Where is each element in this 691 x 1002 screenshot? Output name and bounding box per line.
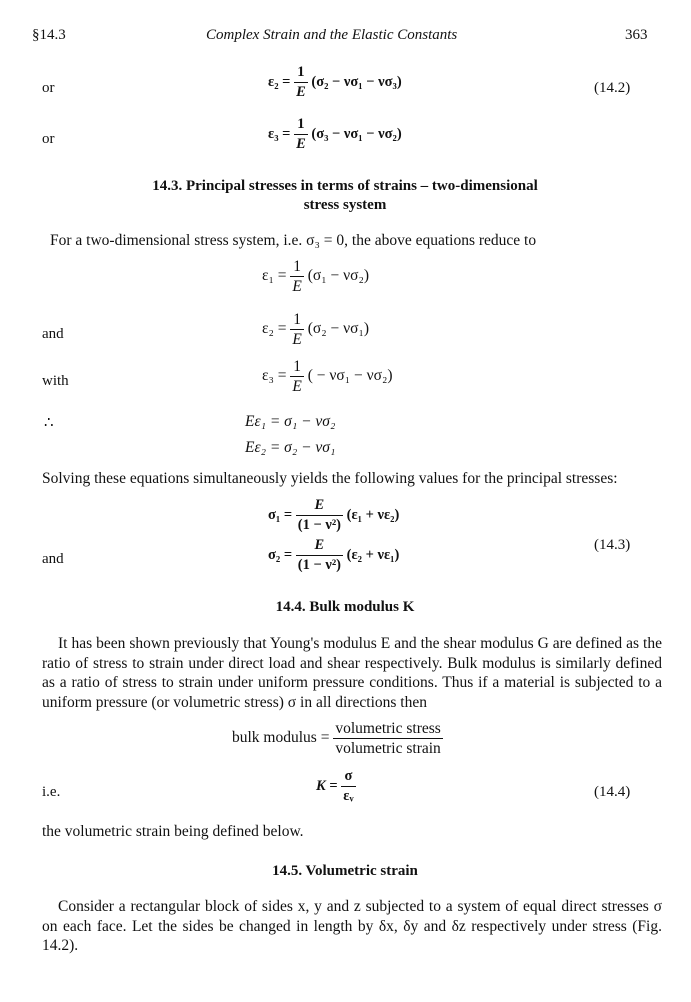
fraction — [294, 116, 308, 153]
eq-rhs: (ε₁ + νε₂) — [346, 506, 400, 523]
eq-lhs: bulk modulus = — [232, 729, 330, 747]
section-heading-14-3: 14.3. Principal stresses in terms of strains – two-dimensional stress system — [152, 178, 538, 213]
fraction-denominator: E — [296, 84, 306, 100]
label-and: and — [42, 326, 64, 342]
equation-epsilon1 — [262, 258, 369, 295]
equation-epsilon2-full — [268, 64, 402, 101]
fraction-numerator: volumetric stress — [335, 720, 441, 737]
eq-rhs: (σ₃ − νσ₁ − νσ₂) — [311, 125, 402, 142]
equation-K — [316, 768, 356, 805]
label-with: with — [42, 373, 69, 389]
fraction — [341, 768, 356, 805]
fraction — [294, 64, 308, 101]
fraction-denominator: volumetric strain — [335, 740, 441, 757]
fraction-numerator: 1 — [290, 358, 303, 377]
fraction — [290, 358, 303, 395]
fraction-numerator: E — [296, 537, 343, 556]
fraction — [296, 497, 343, 534]
equation-E-epsilon1: Eε₁ = σ₁ − νσ₂ — [245, 413, 336, 430]
equation-number-14-2: (14.2) — [594, 80, 631, 96]
eq-lhs: K = — [316, 777, 338, 794]
fraction-denominator: E — [292, 278, 302, 295]
eq-rhs: (σ₂ − νσ₁ − νσ₃) — [311, 73, 402, 90]
eq-rhs: ( − νσ₁ − νσ₂) — [307, 367, 393, 385]
fraction-numerator: σ — [341, 768, 356, 787]
volumetric-strain-note: the volumetric strain being defined below. — [42, 823, 304, 840]
fraction-numerator: 1 — [294, 64, 308, 83]
eq-rhs: (σ₂ − νσ₁) — [307, 320, 370, 338]
fraction-numerator: E — [296, 497, 343, 516]
fraction-denominator: (1 − ν²) — [297, 557, 341, 573]
fraction-denominator: εᵥ — [343, 788, 354, 804]
volumetric-strain-paragraph: Consider a rectangular block of sides x, y and z subjected to a system of equal direct stresses σ on each face. Let the sides be changed in length by δx, δy and δz respectively under stress (Fig. 14.2). — [42, 898, 662, 954]
section-heading-14-5: 14.5. Volumetric strain — [272, 863, 418, 879]
equation-epsilon3 — [262, 358, 393, 395]
label-or: or — [42, 80, 55, 96]
fraction-denominator: (1 − ν²) — [297, 517, 341, 533]
eq-rhs: (ε₂ + νε₁) — [346, 546, 400, 563]
section-number: §14.3 — [32, 27, 66, 43]
fraction — [333, 720, 442, 757]
eq-rhs: (σ₁ − νσ₂) — [307, 267, 370, 285]
equation-bulk-modulus — [232, 720, 443, 757]
label-and: and — [42, 551, 64, 567]
fraction — [290, 311, 303, 348]
equation-number-14-3: (14.3) — [594, 537, 631, 553]
eq-lhs: ε₃ = — [262, 367, 287, 385]
equation-sigma2 — [268, 537, 399, 574]
label-ie: i.e. — [42, 784, 61, 800]
fraction-numerator: 1 — [290, 311, 303, 330]
bulk-modulus-paragraph: It has been shown previously that Young's modulus E and the shear modulus G are defined as the ratio of stress to strain under direct load and shear respectively. Bulk modulus is similarly defined as a ratio of stress to strain under uniform pressure conditions. Thus if a material is subjected to a uniform pressure (or volumetric stress) σ in all directions then — [42, 635, 662, 711]
eq-lhs: ε₂ = — [268, 73, 291, 90]
equation-sigma1 — [268, 497, 399, 534]
fraction-numerator: 1 — [294, 116, 308, 135]
eq-lhs: σ₁ = — [268, 506, 293, 523]
section-heading-14-4: 14.4. Bulk modulus K — [275, 599, 415, 615]
page-number: 363 — [625, 27, 648, 43]
running-title: Complex Strain and the Elastic Constants — [206, 27, 458, 43]
eq-lhs: σ₂ = — [268, 546, 293, 563]
equation-E-epsilon2: Eε₂ = σ₂ − νσ₁ — [245, 439, 336, 456]
equation-epsilon3-full — [268, 116, 402, 153]
fraction-denominator: E — [292, 331, 302, 348]
fraction-denominator: E — [296, 136, 306, 152]
equation-number-14-4: (14.4) — [594, 784, 631, 800]
eq-lhs: ε₂ = — [262, 320, 287, 338]
eq-lhs: ε₁ = — [262, 267, 287, 285]
fraction-numerator: 1 — [290, 258, 303, 277]
equation-epsilon2 — [262, 311, 369, 348]
therefore-symbol: ∴ — [44, 415, 54, 431]
solving-paragraph: Solving these equations simultaneously yields the following values for the principal stresses: — [42, 470, 618, 487]
label-or: or — [42, 131, 55, 147]
fraction — [290, 258, 303, 295]
eq-lhs: ε₃ = — [268, 125, 291, 142]
intro-paragraph: For a two-dimensional stress system, i.e. σ₃ = 0, the above equations reduce to — [50, 232, 537, 249]
fraction — [296, 537, 343, 574]
fraction-denominator: E — [292, 378, 302, 395]
